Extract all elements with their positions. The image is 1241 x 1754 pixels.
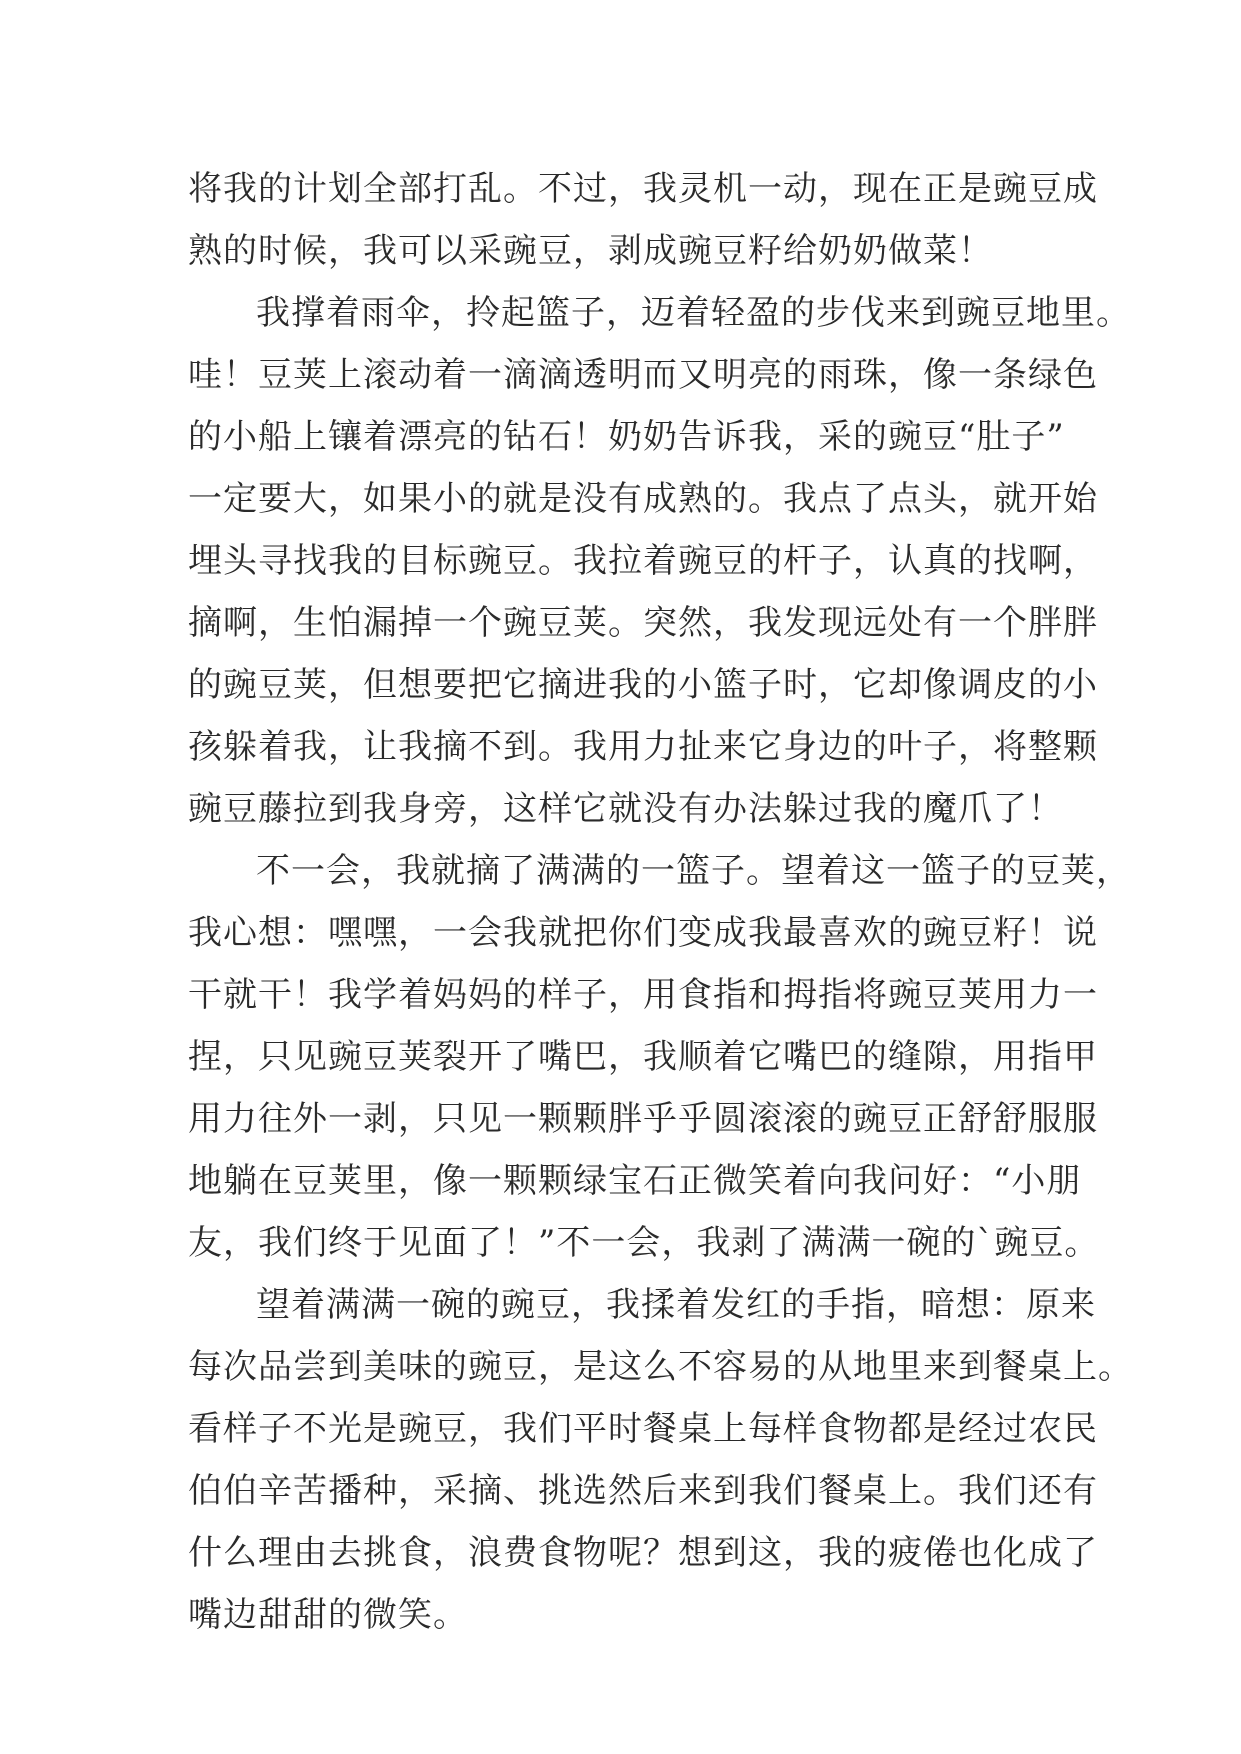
text-line: 哇！豆荚上滚动着一滴滴透明而又明亮的雨珠，像一条绿色 [188,355,1098,395]
text-line: 友，我们终于见面了！”不一会，我剥了满满一碗的`豌豆。 [188,1223,1100,1263]
text-line: 我心想：嘿嘿，一会我就把你们变成我最喜欢的豌豆籽！说 [188,913,1098,953]
text-line: 嘴边甜甜的微笑。 [188,1595,468,1635]
text-line: 我撑着雨伞，拎起篮子，迈着轻盈的步伐来到豌豆地里。 [256,293,1131,333]
text-line: 孩躲着我，让我摘不到。我用力扯来它身边的叶子，将整颗 [188,727,1098,767]
text-line: 地躺在豆荚里，像一颗颗绿宝石正微笑着向我问好：“小朋 [188,1161,1082,1201]
text-line: 每次品尝到美味的豌豆，是这么不容易的从地里来到餐桌上。 [188,1347,1133,1387]
text-line: 伯伯辛苦播种，采摘、挑选然后来到我们餐桌上。我们还有 [188,1471,1098,1511]
text-line: 捏，只见豌豆荚裂开了嘴巴，我顺着它嘴巴的缝隙，用指甲 [188,1037,1098,1077]
text-line: 干就干！我学着妈妈的样子，用食指和拇指将豌豆荚用力一 [188,975,1098,1015]
text-line: 看样子不光是豌豆，我们平时餐桌上每样食物都是经过农民 [188,1409,1098,1449]
text-line: 用力往外一剥，只见一颗颗胖乎乎圆滚滚的豌豆正舒舒服服 [188,1099,1098,1139]
text-line: 摘啊，生怕漏掉一个豌豆荚。突然，我发现远处有一个胖胖 [188,603,1098,643]
text-line: 熟的时候，我可以采豌豆，剥成豌豆籽给奶奶做菜！ [188,231,993,271]
text-line: 豌豆藤拉到我身旁，这样它就没有办法躲过我的魔爪了！ [188,789,1063,829]
text-line: 一定要大，如果小的就是没有成熟的。我点了点头，就开始 [188,479,1098,519]
text-line: 的豌豆荚，但想要把它摘进我的小篮子时，它却像调皮的小 [188,665,1098,705]
text-line: 望着满满一碗的豌豆，我揉着发红的手指，暗想：原来 [256,1285,1096,1325]
text-line: 埋头寻找我的目标豌豆。我拉着豌豆的杆子，认真的找啊， [188,541,1098,581]
text-line: 什么理由去挑食，浪费食物呢？想到这，我的疲倦也化成了 [188,1533,1098,1573]
text-line: 不一会，我就摘了满满的一篮子。望着这一篮子的豆荚， [256,851,1131,891]
text-line: 的小船上镶着漂亮的钻石！奶奶告诉我，采的豌豆“肚子” [188,417,1065,457]
essay-body [188,158,1133,1646]
text-line: 将我的计划全部打乱。不过，我灵机一动，现在正是豌豆成 [188,169,1098,209]
